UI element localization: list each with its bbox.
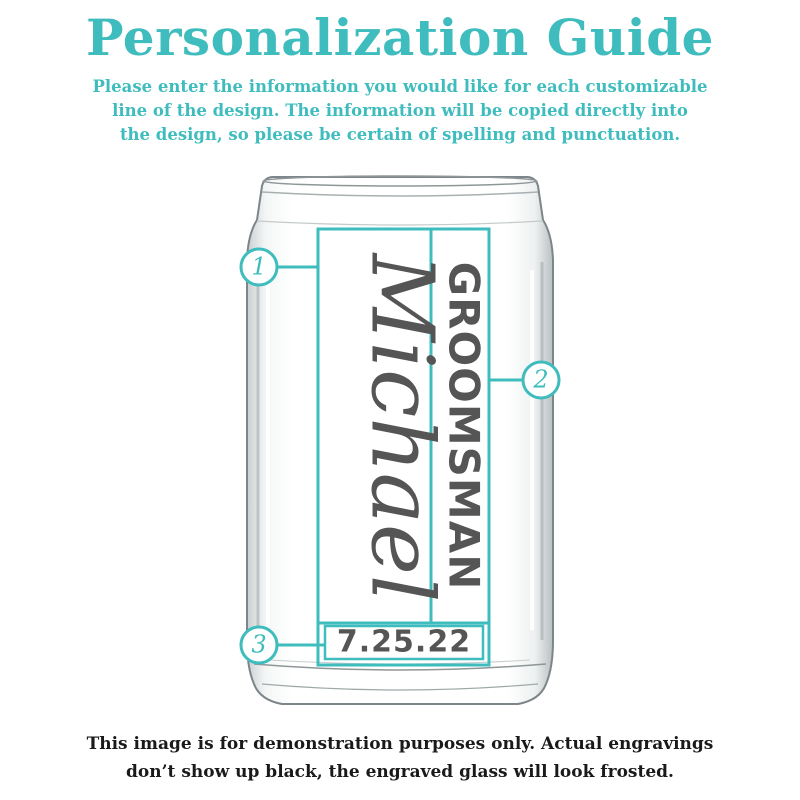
marker-3-label: 3 (251, 630, 267, 659)
page-title: Personalization Guide (86, 8, 714, 67)
disclaimer-line-2: don’t show up black, the engraved glass will look frosted. (126, 762, 674, 782)
instructions-line-1: Please enter the information you would like for each customizable (92, 77, 708, 96)
disclaimer-line-1: This image is for demonstration purposes only. Actual engravings (86, 734, 714, 754)
instructions-line-3: the design, so please be certain of spelling and punctuation. (119, 125, 681, 144)
title-line-text: GROOMSMAN (439, 261, 489, 591)
marker-2-label: 2 (533, 365, 549, 394)
date-line-text: 7.25.22 (336, 624, 472, 660)
disclaimer (0, 730, 800, 786)
marker-1-label: 1 (251, 252, 267, 281)
instructions-line-2: line of the design. The information will be copied directly into (112, 101, 688, 120)
name-line-text: Michael (351, 253, 452, 603)
